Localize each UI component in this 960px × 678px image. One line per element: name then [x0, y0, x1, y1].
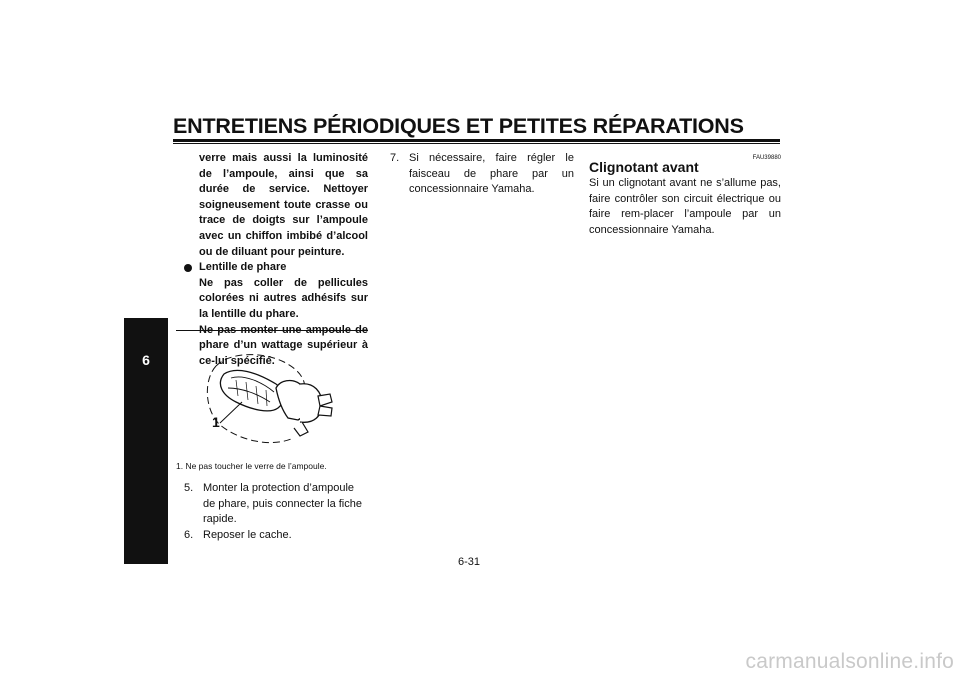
chapter-number: 6 [142, 352, 150, 368]
step-list-middle [382, 151, 574, 198]
figure-caption: 1. Ne pas toucher le verre de l’ampoule. [176, 461, 327, 471]
step-text: Monter la protection d’ampoule de phare, puis connecter la fiche rapide. [203, 482, 362, 526]
bulb-illustration [176, 344, 368, 456]
warning-end-rule [176, 330, 368, 331]
step-list-left [176, 481, 368, 543]
step-text: Si nécessaire, faire régler le faisceau de phare par un concessionnaire Yamaha. [409, 152, 574, 196]
section-clignotant [589, 151, 781, 238]
section-body: Si un clignotant avant ne s’allume pas, faire contrôler son circuit électrique ou faire rem-placer l’ampoule par un concessionnaire Yamaha. [589, 177, 781, 236]
page-title: ENTRETIENS PÉRIODIQUES ET PETITES RÉPARATIONS [173, 114, 744, 138]
header-rule-thin [173, 143, 780, 144]
step-number: 6. [184, 528, 194, 541]
warning-block [176, 151, 368, 369]
step-number: 5. [184, 482, 194, 494]
warning-bullet-text-2: Ne pas monter une ampoule de phare d’un wattage supérieur à ce-lui spécifié. [199, 323, 368, 367]
watermark: carmanualsonline.info [745, 650, 954, 673]
section-code: FAU39880 [752, 155, 781, 161]
header-rule [173, 139, 780, 142]
warning-bullet-text-1: Ne pas coller de pellicules colorées ni autres adhésifs sur la lentille du phare. [199, 276, 368, 320]
warning-bullet-title: Lentille de phare [199, 261, 287, 274]
page-number: 6-31 [458, 556, 481, 568]
figure-callout-label: 1 [212, 414, 220, 430]
list-item [176, 528, 368, 544]
step-number: 7. [390, 152, 400, 164]
section-title: Clignotant avant [589, 159, 699, 175]
step-text: Reposer le cache. [203, 528, 292, 541]
list-item [176, 481, 368, 528]
list-item [382, 151, 574, 198]
headlight-bulb-icon [176, 344, 368, 456]
warning-continuation: verre mais aussi la luminosité de l’ampoule, ainsi que sa durée de service. Nettoyer soigneusement toute crasse ou trace de doigts sur l’ampoule avec un chiffon imbibé d’alcool ou de diluant pour peinture. [199, 152, 368, 258]
